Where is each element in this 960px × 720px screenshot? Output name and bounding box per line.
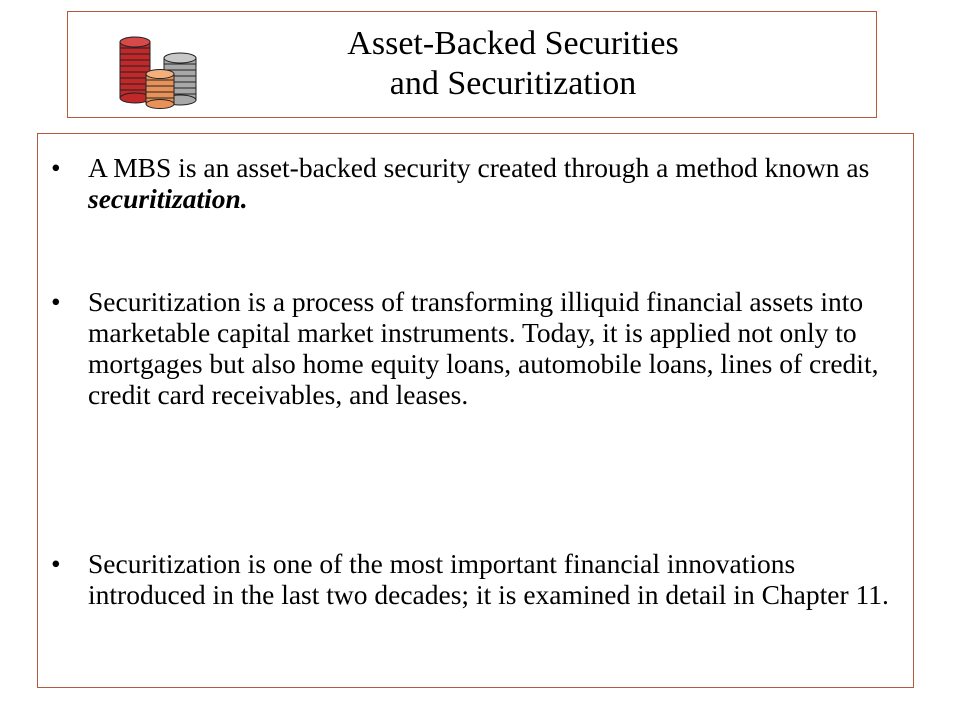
bullet-glyph: • [51,152,61,183]
bullet-text: Securitization is a process of transforming illiquid financial assets into marketable capital market instruments. Today, it is applied not only to mortgages but also home equity loans, automobile loans, lines of credit, credit card receivables, and leases. [88,286,879,410]
bullet-glyph: • [51,286,61,317]
bullet-item [51,286,891,410]
bullet-text: Securitization is one of the most important financial innovations introduced in the last two decades; it is examined in detail in Chapter 11. [88,548,889,610]
bullet-item [51,152,891,214]
orange-coin-stack [146,70,174,109]
stacked-coins-icon [114,30,200,110]
bullet-glyph: • [51,548,61,579]
content-box [37,133,914,688]
bullet-text [88,152,891,214]
title-line-2: and Securitization [389,65,637,102]
slide-title [258,24,768,104]
bullet-emphasis: securitization. [88,183,248,214]
title-box [67,11,877,118]
bullet-text-plain: A MBS is an asset-backed security created through a method known as [88,152,870,183]
title-line-1: Asset-Backed Securities [347,25,679,62]
bullet-item [51,548,891,610]
